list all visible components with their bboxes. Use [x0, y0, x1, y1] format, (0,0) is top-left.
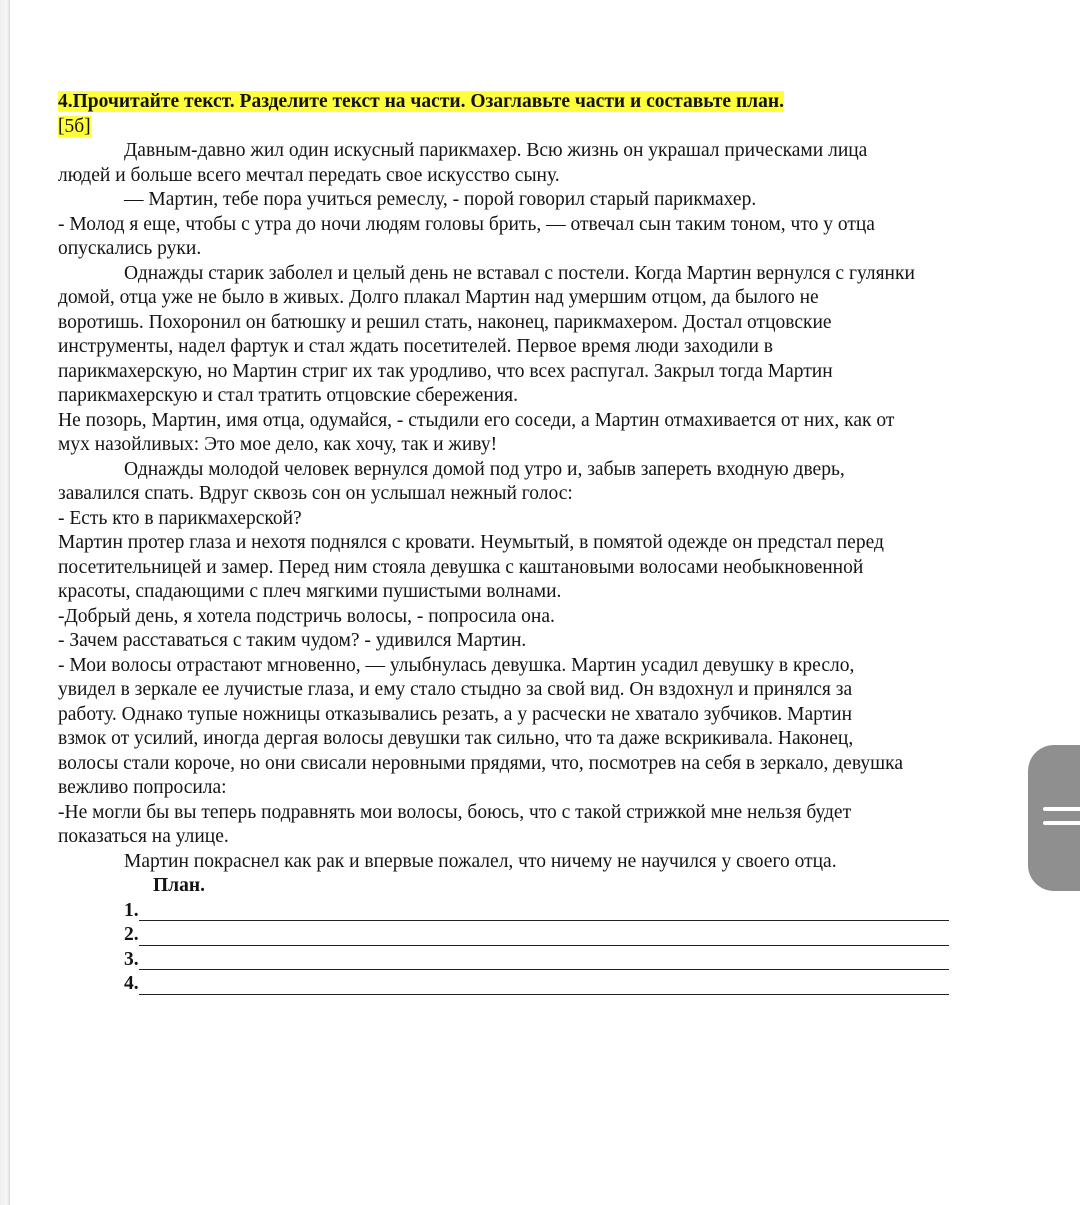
text-line: людей и больше всего мечтал передать свое искусство сыну.: [58, 164, 560, 186]
text-line: вежливо попросила:: [58, 777, 227, 798]
plan-item-number: 1.: [124, 899, 139, 921]
text-line: - Мои волосы отрастают мгновенно, — улыбнулась девушка. Мартин усадил девушку в кресло,: [58, 654, 855, 676]
text-line: опускались руки.: [58, 238, 202, 259]
text-line: завалился спать. Вдруг сквозь сон он услышал нежный голос:: [58, 483, 573, 504]
text-line: - Молод я еще, чтобы с утра до ночи людям головы брить, — отвечал сын таким тоном, что у отца: [58, 213, 875, 235]
plan-list: [58, 899, 1038, 997]
handle-grip-line: [1043, 807, 1080, 811]
plan-item: [58, 948, 1038, 973]
task-title: 4.Прочитайте текст. Разделите текст на части. Озаглавьте части и составьте план.: [58, 91, 784, 112]
text-line: воротишь. Похоронил он батюшку и решил стать, наконец, парикмахером. Достал отцовские: [58, 311, 832, 333]
text-line: - Есть кто в парикмахерской?: [58, 507, 302, 529]
plan-answer-line: [139, 952, 949, 970]
text-line: парикмахерскую, но Мартин стриг их так уродливо, что всех распугал. Закрыл тогда Мартин: [58, 360, 833, 382]
text-line: взмок от усилий, иногда дергая волосы девушки так сильно, что та даже вскрикивала. Наконец,: [58, 728, 854, 749]
task-points: [5б]: [58, 115, 91, 137]
plan-item: [58, 923, 1038, 948]
handle-grip-line: [1043, 821, 1080, 825]
plan-answer-line: [139, 977, 949, 995]
document: [58, 90, 1038, 997]
text-line: мух назойливых: Это мое дело, как хочу, так и живу!: [58, 434, 498, 455]
task-title-line: [58, 90, 1038, 115]
text-line: домой, отца уже не было в живых. Долго плакал Мартин над умершим отцом, да былого не: [58, 287, 819, 308]
text-line: красоты, спадающими с плеч мягкими пушистыми волнами.: [58, 581, 562, 602]
text-line: -Не могли бы вы теперь подравнять мои волосы, боюсь, что с такой стрижкой мне нельзя будет: [58, 801, 852, 823]
plan-item-number: 4.: [124, 973, 139, 994]
story-text: [58, 139, 1038, 874]
text-line: парикмахерскую и стал тратить отцовские сбережения.: [58, 385, 518, 406]
plan-item: [58, 899, 1038, 924]
text-line: волосы стали короче, но они свисали неровными прядями, что, посмотрев на себя в зеркало, девушка: [58, 752, 903, 774]
plan-title: План.: [153, 875, 205, 896]
plan-item: [58, 972, 1038, 997]
text-line: Однажды старик заболел и целый день не вставал с постели. Когда Мартин вернулся с гулянки: [124, 262, 915, 284]
text-line: посетительницей и замер. Перед ним стояла девушка с каштановыми волосами необыкновенной: [58, 556, 864, 578]
plan-item-number: 3.: [124, 948, 139, 970]
text-line: -Добрый день, я хотела подстричь волосы, - попросила она.: [58, 605, 555, 627]
scroll-handle[interactable]: [1028, 745, 1080, 891]
text-line: показаться на улице.: [58, 826, 229, 847]
text-line: увидел в зеркале ее лучистые глаза, и ему стало стыдно за свой вид. Он вздохнул и принялся за: [58, 679, 853, 700]
text-line: — Мартин, тебе пора учиться ремеслу, - порой говорил старый парикмахер.: [124, 189, 757, 210]
text-line: Не позорь, Мартин, имя отца, одумайся, - стыдили его соседи, а Мартин отмахивается от них, как от: [58, 409, 895, 431]
text-line: Мартин протер глаза и нехотя поднялся с кровати. Неумытый, в помятой одежде он предстал перед: [58, 532, 884, 553]
plan-answer-line: [139, 928, 949, 946]
plan-item-number: 2.: [124, 924, 139, 945]
text-line: Однажды молодой человек вернулся домой под утро и, забыв запереть входную дверь,: [124, 458, 845, 480]
text-line: - Зачем расставаться с таким чудом? - удивился Мартин.: [58, 630, 527, 651]
text-line: Мартин покраснел как рак и впервые пожалел, что ничему не научился у своего отца.: [124, 850, 837, 872]
plan-answer-line: [139, 903, 949, 921]
page-left-edge: [0, 0, 10, 1205]
text-line: работу. Однако тупые ножницы отказывались резать, а у расчески не хватало зубчиков. Мартин: [58, 703, 853, 725]
task-points-line: [58, 115, 1038, 140]
text-line: инструменты, надел фартук и стал ждать посетителей. Первое время люди заходили в: [58, 336, 773, 357]
text-line: Давным-давно жил один искусный парикмахер. Всю жизнь он украшал прическами лица: [124, 140, 868, 161]
